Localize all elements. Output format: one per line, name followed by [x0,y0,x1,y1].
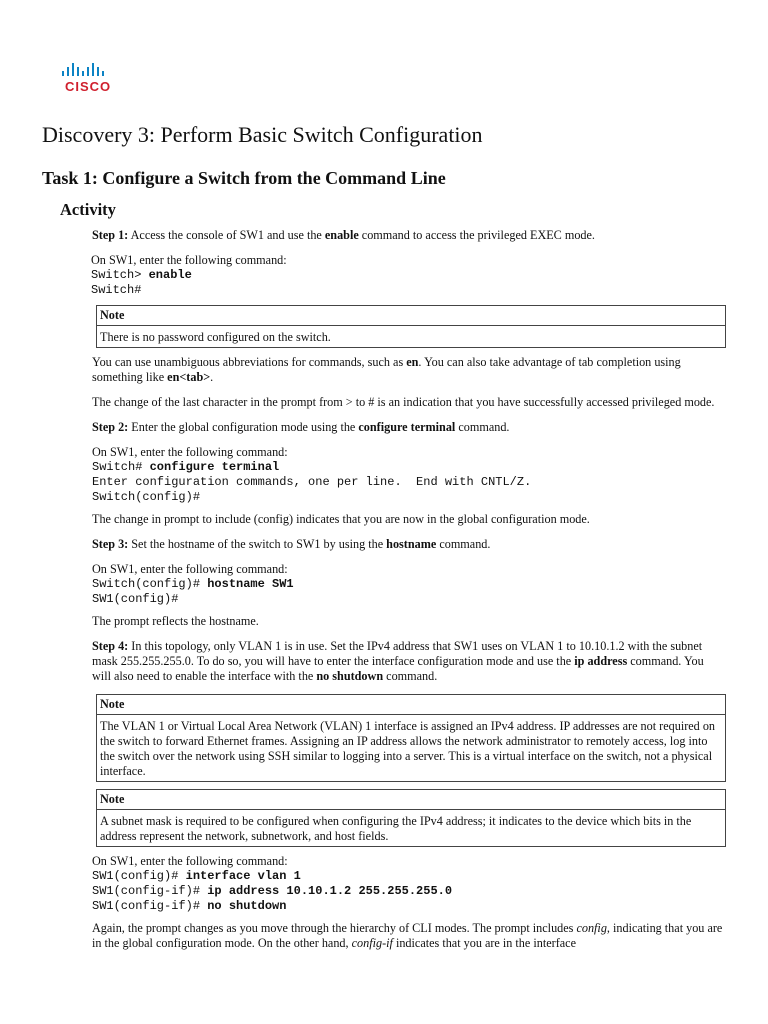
cli-line [91,268,724,283]
abbrev-paragraph [92,355,724,385]
step-3 [92,537,724,552]
cli-prompt: Switch(config)# [92,577,208,591]
step-text: command. [436,537,491,551]
document-body [92,228,724,961]
note-heading: Note [97,695,725,715]
note-text: A subnet mask is required to be configured when configuring the IPv4 address; it indicates to the device which bits in the address represent the network, subnetwork, and host fields. [100,814,692,843]
note-box-1 [96,305,726,348]
mode-name: config-if [351,936,393,950]
note-box-3 [96,789,726,847]
command-keyword: en<tab> [167,370,211,384]
note-box-2 [96,694,726,782]
command-keyword: en [406,355,419,369]
paragraph-text: , indicating that you are in the global configuration mode. On the other hand, [92,921,723,950]
cisco-logo [61,62,121,96]
step-label: Step 1: [92,228,129,242]
note-heading: Note [97,306,725,326]
cli-line [92,460,724,475]
step-2 [92,420,724,435]
cli-prompt: SW1(config-if)# [92,899,208,913]
step-4 [92,639,724,684]
paragraph-text: . You can also take advantage of tab completion using something like [92,355,681,384]
cisco-logo-text: CISCO [65,79,112,94]
hostname-paragraph: The prompt reflects the hostname. [92,614,259,628]
cli-line [92,884,724,899]
command-keyword: ip address [574,654,628,668]
paragraph-text: Again, the prompt changes as you move through the hierarchy of CLI modes. The prompt includes [92,921,577,935]
step-text: command to access the privileged EXEC mode. [358,228,595,242]
step-label: Step 4: [92,639,129,653]
step-1 [92,228,724,243]
page-title: Discovery 3: Perform Basic Switch Configuration [42,122,483,147]
cli-prompt: Switch> [91,268,149,282]
command-keyword: configure terminal [358,420,456,434]
mode-name: config [576,921,607,935]
cisco-logo-bars-icon [62,62,121,76]
command-intro: On SW1, enter the following command: [92,445,288,459]
step-text: command. [455,420,510,434]
step-text: command. You will also need to enable the interface with the [92,654,704,683]
cli-line: Switch(config)# [92,490,201,504]
command-keyword: enable [324,228,359,242]
note-text: The VLAN 1 or Virtual Local Area Network (VLAN) 1 interface is assigned an IPv4 address. IP addresses are not required on the switch to forward Ethernet frames. Assigning an IP address allows the network administrator to remotely access, log into the switch over the network using SSH similar to logging into a server. This is a virtual interface on the switch, not a physical interface. [100,719,716,778]
step-text: Access the console of SW1 and use the [128,228,325,242]
command-intro: On SW1, enter the following command: [91,253,287,267]
step-text: command. [383,669,438,683]
step-text: Set the hostname of the switch to SW1 by using the [128,537,387,551]
activity-heading: Activity [60,200,116,219]
task-heading: Task 1: Configure a Switch from the Command Line [42,168,446,188]
prompt-change-paragraph: The change of the last character in the prompt from > to # is an indication that you have successfully accessed privileged mode. [92,395,715,409]
cli-line [92,899,724,914]
command-keyword: no shutdown [316,669,384,683]
paragraph-text: indicates that you are in the interface [392,936,576,950]
cli-line: SW1(config)# [92,592,179,606]
cli-command: ip address 10.10.1.2 255.255.255.0 [207,884,453,898]
step-text: Enter the global configuration mode using the [128,420,359,434]
cli-command: hostname SW1 [207,577,294,591]
step-label: Step 3: [92,537,129,551]
paragraph-text: You can use unambiguous abbreviations for commands, such as [92,355,407,369]
step-text: In this topology, only VLAN 1 is in use. Set the IPv4 address that SW1 uses on VLAN 1 to 10.10.1.2 with the subnet mask 255.255.255.0. To do so, you will have to enter the interface configuration mode and use the [92,639,703,668]
cli-command: configure terminal [149,460,280,474]
note-text: There is no password configured on the switch. [100,330,331,344]
command-intro: On SW1, enter the following command: [92,562,288,576]
cli-line [92,577,724,592]
command-block-3 [92,562,724,607]
cli-line [92,869,724,884]
cli-command: no shutdown [207,899,287,913]
cli-command: interface vlan 1 [185,869,301,883]
note-heading: Note [97,790,725,810]
cli-prompt: SW1(config)# [92,869,186,883]
command-intro: On SW1, enter the following command: [92,854,288,868]
cli-prompt: Switch# [92,460,150,474]
cli-line: Enter configuration commands, one per line. End with CNTL/Z. [92,475,532,489]
final-paragraph [92,921,724,951]
command-block-2 [92,445,724,505]
cli-line: Switch# [91,283,142,297]
step-label: Step 2: [92,420,129,434]
config-paragraph: The change in prompt to include (config) indicates that you are now in the global configuration mode. [92,512,590,526]
paragraph-text: . [210,370,214,384]
cli-prompt: SW1(config-if)# [92,884,208,898]
cli-command: enable [148,268,192,282]
command-block-1 [91,253,724,298]
command-block-4 [92,854,724,914]
command-keyword: hostname [386,537,437,551]
